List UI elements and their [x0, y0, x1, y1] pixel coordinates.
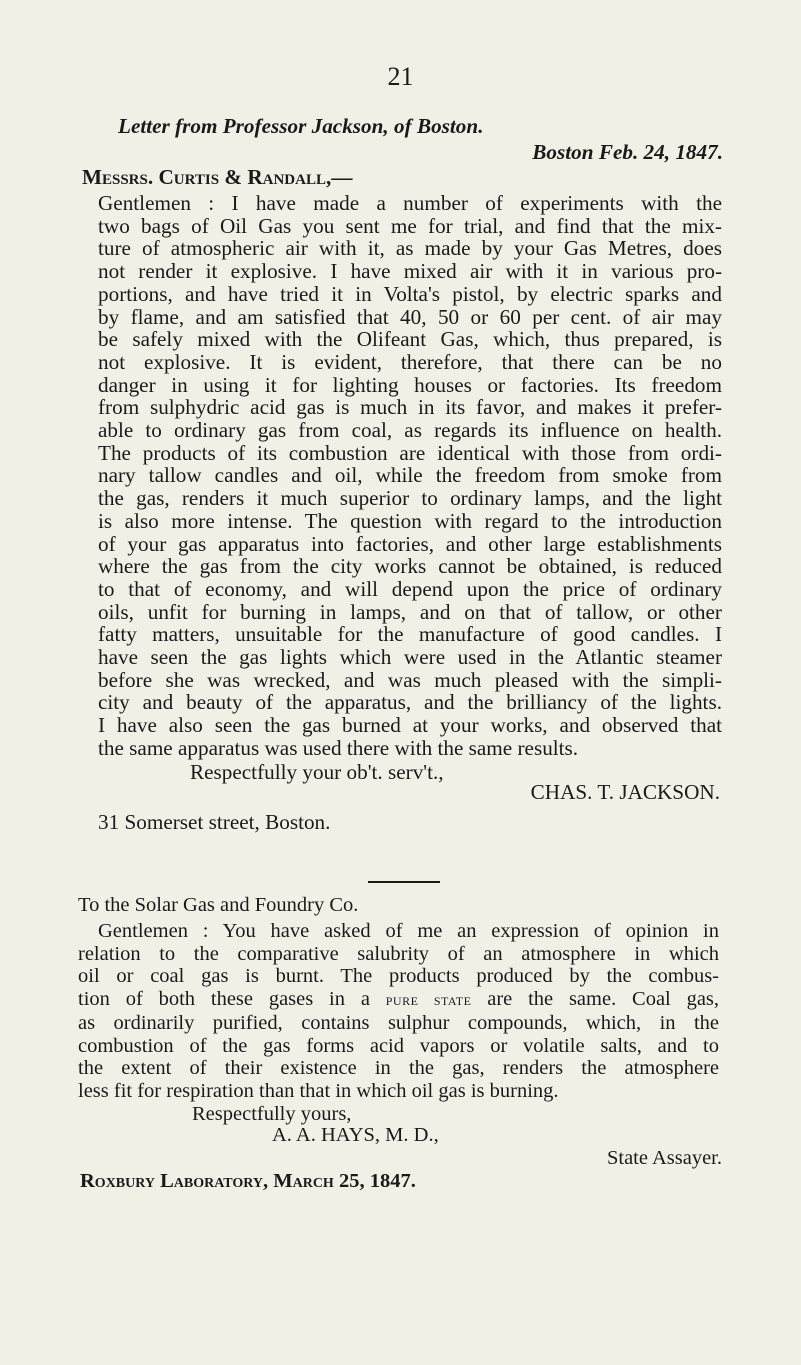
- section-divider: [368, 881, 440, 883]
- body-line: the extent of their existence in the gas, renders the atmosphere: [78, 1057, 719, 1080]
- body-line: Gentlemen : I have made a number of experiments with the: [98, 191, 722, 215]
- body-line: fatty matters, unsuitable for the manufacture of good candles. I: [98, 622, 722, 647]
- body-line: the gas, renders it much superior to ordinary lamps, and the light: [98, 486, 722, 511]
- body-line: danger in using it for lighting houses or factories. Its freedom: [98, 372, 722, 397]
- body-line: the same apparatus was used there with the same results.: [98, 735, 579, 760]
- body-line: able to ordinary gas from coal, as regards its influence on health.: [98, 418, 722, 443]
- closing-2: Respectfully yours,: [192, 1103, 352, 1125]
- body-line: two bags of Oil Gas you sent me for trial, and find that the mix-: [98, 213, 722, 238]
- body-line: ture of atmospheric air with it, as made by your Gas Metres, does: [98, 236, 722, 261]
- addressee: To the Solar Gas and Foundry Co.: [78, 894, 359, 916]
- body-line: oils, unfit for burning in lamps, and on that of tallow, or other: [98, 599, 722, 624]
- letter-title: Letter from Professor Jackson, of Boston.: [118, 114, 484, 138]
- body-line: less fit for respiration than that in which oil gas is burning.: [78, 1079, 559, 1102]
- body-line: is also more intense. The question with regard to the introduction: [98, 508, 722, 533]
- body-line: have seen the gas lights which were used in the Atlantic steamer: [98, 645, 722, 670]
- signature-2: A. A. HAYS, M. D.,: [272, 1124, 439, 1146]
- body-line: oil or coal gas is burnt. The products produced by the combus-: [78, 965, 719, 988]
- body-line: as ordinarily purified, contains sulphur compounds, which, in the: [78, 1011, 719, 1034]
- body-line: portions, and have tried it in Volta's pistol, by electric sparks and: [98, 281, 722, 306]
- body-line: to that of economy, and will depend upon the price of ordinary: [98, 576, 722, 601]
- closing: Respectfully your ob't. serv't.,: [190, 760, 444, 784]
- body-line: of your gas apparatus into factories, and other large establishments: [98, 531, 722, 556]
- body-line: from sulphydric acid gas is much in its favor, and makes it prefer-: [98, 395, 722, 420]
- body-line: I have also seen the gas burned at your works, and observed that: [98, 713, 722, 738]
- text-run: tion of both these gases in a: [78, 988, 386, 1011]
- letter2-body: [78, 920, 719, 1103]
- salutation: Messrs. Curtis & Randall,—: [82, 165, 353, 189]
- page-number: 21: [387, 62, 414, 91]
- body-line: The products of its combustion are identical with those from ordi-: [98, 440, 722, 465]
- body-line: by flame, and am satisfied that 40, 50 or 60 per cent. of air may: [98, 304, 722, 329]
- body-line: not explosive. It is evident, therefore, that there can be no: [98, 349, 722, 374]
- signature: CHAS. T. JACKSON.: [530, 780, 720, 804]
- footer-dateline: Roxbury Laboratory, March 25, 1847.: [80, 1170, 416, 1192]
- text-run: are the same. Coal gas,: [471, 988, 720, 1011]
- body-line: city and beauty of the apparatus, and the brilliancy of the lights.: [98, 690, 722, 715]
- body-line: combustion of the gas forms acid vapors or volatile salts, and to: [78, 1034, 719, 1057]
- body-line: relation to the comparative salubrity of an atmosphere in which: [78, 942, 719, 965]
- letter1-body: [98, 192, 722, 760]
- body-line: where the gas from the city works cannot be obtained, is reduced: [98, 554, 722, 579]
- body-line: be safely mixed with the Olifeant Gas, which, thus prepared, is: [98, 327, 722, 352]
- body-line: not render it explosive. I have mixed air with it in various pro-: [98, 259, 722, 284]
- signer-title: State Assayer.: [606, 1147, 722, 1169]
- address: 31 Somerset street, Boston.: [98, 810, 331, 834]
- body-line: [78, 988, 719, 1012]
- body-line: Gentlemen : You have asked of me an expression of opinion in: [98, 920, 719, 942]
- letter-date: Boston Feb. 24, 1847.: [532, 140, 723, 164]
- body-line: nary tallow candles and oil, while the freedom from smoke from: [98, 463, 722, 488]
- body-line: before she was wrecked, and was much pleased with the simpli-: [98, 667, 722, 692]
- emphasis-text: pure state: [385, 990, 472, 1010]
